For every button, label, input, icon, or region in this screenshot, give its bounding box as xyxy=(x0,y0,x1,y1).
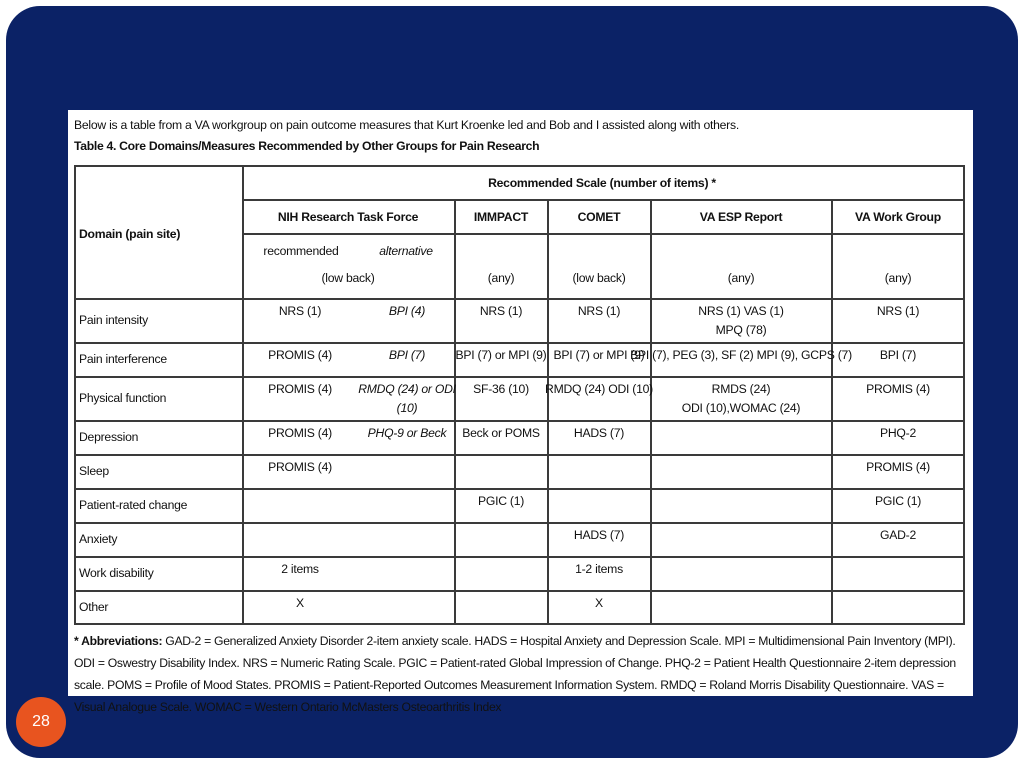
abbreviations-footnote xyxy=(74,630,967,718)
table-border xyxy=(74,165,965,167)
group-header: COMET xyxy=(577,210,621,224)
nih-recommended-cell: NRS (1) xyxy=(278,304,322,318)
va-esp-cell: BPI (7), PEG (3), SF (2) MPI (9), GCPS (7) xyxy=(630,348,852,362)
va-work-group-cell: PROMIS (4) xyxy=(866,460,930,474)
nih-alternative-cell: BPI (7) xyxy=(388,348,426,362)
va-esp-cell: NRS (1) VAS (1) xyxy=(698,304,784,318)
comet-cell: HADS (7) xyxy=(573,426,625,440)
intro-text: Below is a table from a VA workgroup on pain outcome measures that Kurt Kroenke led and Bob and I assisted along with others. xyxy=(74,118,739,132)
nih-alternative-cell: RMDQ (24) or ODI xyxy=(358,382,456,396)
nih-recommended-cell: 2 items xyxy=(281,562,319,576)
abbreviations-label: * Abbreviations: xyxy=(74,634,163,648)
nih-alternative-label: alternative xyxy=(379,244,433,258)
row-domain: Depression xyxy=(79,430,139,444)
table-rule xyxy=(547,199,549,625)
immpact-cell: Beck or POMS xyxy=(462,426,540,440)
immpact-cell: BPI (7) or MPI (9) xyxy=(455,348,547,362)
site-label: (any) xyxy=(487,271,515,285)
group-header: IMMPACT xyxy=(473,210,529,224)
va-work-group-cell: GAD-2 xyxy=(880,528,916,542)
table-rule xyxy=(242,199,965,201)
va-work-group-cell: BPI (7) xyxy=(879,348,917,362)
comet-cell: HADS (7) xyxy=(573,528,625,542)
immpact-cell: PGIC (1) xyxy=(477,494,525,508)
group-header: NIH Research Task Force xyxy=(277,210,419,224)
immpact-cell: NRS (1) xyxy=(479,304,523,318)
row-domain: Sleep xyxy=(79,464,109,478)
row-domain: Other xyxy=(79,600,109,614)
nih-recommended-cell: PROMIS (4) xyxy=(268,426,332,440)
document-image xyxy=(68,110,973,714)
table-border xyxy=(963,165,965,625)
nih-recommended-cell: PROMIS (4) xyxy=(268,348,332,362)
row-domain: Anxiety xyxy=(79,532,118,546)
table-rule xyxy=(650,199,652,625)
immpact-cell: SF-36 (10) xyxy=(473,382,529,396)
table-caption: Table 4. Core Domains/Measures Recommended by Other Groups for Pain Research xyxy=(74,139,540,153)
nih-recommended-cell: PROMIS (4) xyxy=(268,460,332,474)
nih-recommended-cell: PROMIS (4) xyxy=(268,382,332,396)
row-domain: Work disability xyxy=(79,566,154,580)
comet-cell: X xyxy=(595,596,603,610)
nih-recommended-cell: X xyxy=(296,596,304,610)
row-domain: Physical function xyxy=(79,391,167,405)
table-rule xyxy=(454,199,456,625)
nih-alternative-cell-line2: (10) xyxy=(396,401,418,415)
comet-cell: BPI (7) or MPI (9) xyxy=(553,348,645,362)
table-rule xyxy=(242,233,965,235)
site-label: (any) xyxy=(884,271,912,285)
va-work-group-cell: NRS (1) xyxy=(876,304,920,318)
va-esp-cell: RMDS (24) xyxy=(711,382,771,396)
nih-recommended-label: recommended xyxy=(263,244,339,258)
comet-cell: 1-2 items xyxy=(575,562,623,576)
va-work-group-cell: PHQ-2 xyxy=(880,426,916,440)
recommended-scale-header: Recommended Scale (number of items) * xyxy=(488,176,716,190)
row-domain: Pain intensity xyxy=(79,313,148,327)
nih-alternative-cell: BPI (4) xyxy=(388,304,426,318)
table-rule xyxy=(831,199,833,625)
va-esp-cell-line2: MPQ (78) xyxy=(715,323,767,337)
group-header: VA ESP Report xyxy=(699,210,783,224)
page-number-badge: 28 xyxy=(16,697,66,747)
va-work-group-cell: PGIC (1) xyxy=(874,494,922,508)
table-border xyxy=(74,165,76,625)
table-rule xyxy=(242,165,244,625)
nih-alternative-cell: PHQ-9 or Beck xyxy=(367,426,447,440)
row-domain: Patient-rated change xyxy=(79,498,188,512)
va-esp-cell-line2: ODI (10),WOMAC (24) xyxy=(681,401,801,415)
site-label: (low back) xyxy=(572,271,626,285)
abbreviations-text: GAD-2 = Generalized Anxiety Disorder 2-item anxiety scale. HADS = Hospital Anxiety and Depression Scale. MPI = Multidimensional Pain Inventory (MPI). ODI = Oswestry Disability Index. NRS = Numeric Rating Scale. PGIC = Patient-rated Global Impression of Change. PHQ-2 = Patient Health Questionnaire 2-item depression scale. POMS = Profile of Mood States. PROMIS = Patient-Reported Outcomes Measurement Information System. RMDQ = Roland Morris Disability Questionnaire. VAS = Visual Analogue Scale. WOMAC = Western Ontario McMasters Osteoarthritis Index xyxy=(74,634,956,714)
site-label: (any) xyxy=(727,271,755,285)
va-work-group-cell: PROMIS (4) xyxy=(866,382,930,396)
measures-table xyxy=(74,165,965,625)
comet-cell: RMDQ (24) ODI (10) xyxy=(545,382,653,396)
comet-cell: NRS (1) xyxy=(577,304,621,318)
group-header: VA Work Group xyxy=(855,210,941,224)
domain-header: Domain (pain site) xyxy=(79,227,181,241)
row-domain: Pain interference xyxy=(79,352,167,366)
site-label: (low back) xyxy=(321,271,375,285)
